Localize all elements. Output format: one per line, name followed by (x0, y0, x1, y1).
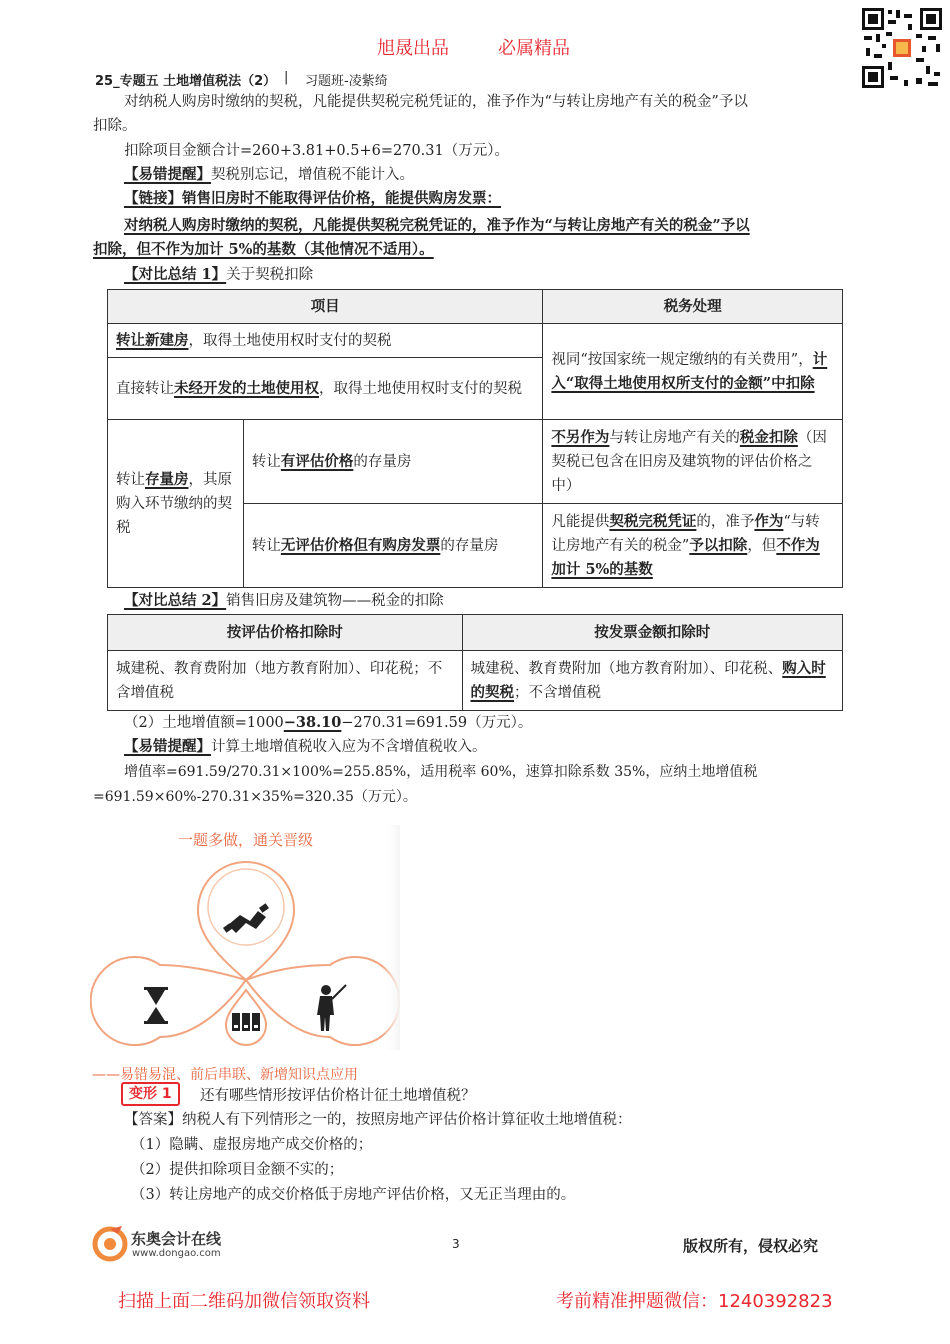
paragraph-5a: 对纳税人购房时缴纳的契税，凡能提供契税完税凭证的，准予作为“与转让房地产有关的税金”予以 (124, 217, 750, 234)
paragraph-1a: 对纳税人购房时缴纳的契税，凡能提供契税完税凭证的，准予作为“与转让房地产有关的税金”予以 (124, 94, 748, 110)
qr-code (860, 6, 944, 90)
calc-reminder-tag: 【易错提醒】 (124, 738, 211, 755)
promo-right: 考前精准押题微信：1240392823 (556, 1291, 833, 1312)
answer-item-1: （1）隐瞒、虚报房地产成交价格的； (131, 1137, 373, 1153)
compare-2-text: 销售旧房及建筑物——税金的扣除 (226, 593, 444, 609)
variant-question: 还有哪些情形按评估价格计征土地增值税？ (200, 1088, 476, 1104)
variant-badge: 变形 1 (121, 1082, 180, 1106)
answer-tag: 【答案】 (124, 1112, 182, 1128)
error-reminder-text: 契税别忘记，增值税不能计入。 (211, 167, 414, 183)
table1-treatment-invoice: 凡能提供契税完税凭证的，准予作为“与转让房地产有关的税金”予以扣除，但不作为加计 5%的基数 (543, 504, 843, 588)
calc-line-1-pre: （2）土地增值额=1000 (124, 715, 284, 731)
link-text: 销售旧房时不能取得评估价格，能提供购房发票： (182, 190, 501, 207)
calc-line-3b: =691.59×60%-270.31×35%=320.35（万元）。 (93, 789, 417, 805)
table1-row-new-house: 转让新建房，取得土地使用权时支付的契税 (108, 324, 543, 358)
link-tag: 【链接】 (124, 190, 182, 207)
table1-group-existing-house: 转让存量房，其原购入环节缴纳的契税 (108, 420, 244, 588)
promo-left: 扫描上面二维码加微信领取资料 (118, 1291, 370, 1312)
compare-1-text: 关于契税扣除 (226, 267, 314, 283)
page-number: 3 (452, 1237, 460, 1251)
table1-treatment-land-cost: 视同“按国家统一规定缴纳的有关费用”，计入“取得土地使用权所支付的金额”中扣除 (543, 324, 843, 420)
table1-row-invoice: 转让无评估价格但有购房发票的存量房 (243, 504, 543, 588)
class-name: 习题班-凌紫绮 (305, 74, 388, 89)
tax-deduction-table (107, 614, 843, 711)
copyright: 版权所有，侵权必究 (683, 1237, 819, 1255)
table2-cell-appraisal: 城建税、教育费附加（地方教育附加）、印花税；不含增值税 (108, 651, 463, 711)
brand-right: 必属精品 (498, 38, 570, 59)
calc-line-1-rest: −270.31=691.59（万元）。 (341, 715, 533, 731)
paragraph-2: 扣除项目金额合计=260+3.81+0.5+6=270.31（万元）。 (124, 143, 509, 159)
table1-row-appraised: 转让有评估价格的存量房 (243, 420, 543, 504)
paragraph-1b: 扣除。 (93, 118, 137, 134)
graphic-top-caption: 一题多做，通关晋级 (178, 831, 314, 849)
calc-line-3a: 增值率=691.59/270.31×100%=255.85%，适用税率 60%，速算扣除系数 35%，应纳土地增值税 (124, 764, 758, 780)
logo-text: 东奥会计在线 (131, 1230, 222, 1248)
contract-tax-table (107, 289, 843, 588)
logo-url: www.dongao.com (132, 1248, 221, 1259)
table1-header-item: 项目 (108, 290, 543, 324)
answer-item-3: （3）转让房地产的成交价格低于房地产评估价格，又无正当理由的。 (131, 1187, 576, 1203)
table2-header-invoice: 按发票金额扣除时 (462, 615, 842, 651)
table2-header-appraisal: 按评估价格扣除时 (108, 615, 463, 651)
practice-graphic (90, 825, 400, 1050)
answer-item-2: （2）提供扣除项目金额不实的； (131, 1162, 344, 1178)
brand-left: 旭晟出品 (377, 38, 449, 59)
calc-reminder-text: 计算土地增值税收入应为不含增值税收入。 (211, 739, 487, 755)
table1-treatment-appraised: 不另作为与转让房地产有关的税金扣除（因契税已包含在旧房及建筑物的评估价格之中） (543, 420, 843, 504)
answer-text: 纳税人有下列情形之一的，按照房地产评估价格计算征收土地增值税： (182, 1112, 632, 1128)
compare-2-tag: 【对比总结 2】 (124, 592, 227, 609)
error-reminder-tag: 【易错提醒】 (124, 166, 211, 183)
dongao-logo-icon (92, 1226, 128, 1262)
table1-header-treatment: 税务处理 (543, 290, 843, 324)
course-title: 25_专题五 土地增值税法（2） (95, 74, 277, 89)
graphic-bottom-caption: ——易错易混、前后串联、新增知识点应用 (92, 1067, 358, 1083)
paragraph-5b: 扣除，但不作为加计 5%的基数（其他情况不适用）。 (93, 241, 434, 258)
table2-cell-invoice: 城建税、教育费附加（地方教育附加）、印花税、购入时的契税；不含增值税 (462, 651, 842, 711)
table1-row-undeveloped-land: 直接转让未经开发的土地使用权，取得土地使用权时支付的契税 (108, 358, 543, 420)
title-separator: | (284, 70, 289, 85)
calc-line-1-em: −38.10 (283, 714, 342, 731)
compare-1-tag: 【对比总结 1】 (124, 266, 227, 283)
